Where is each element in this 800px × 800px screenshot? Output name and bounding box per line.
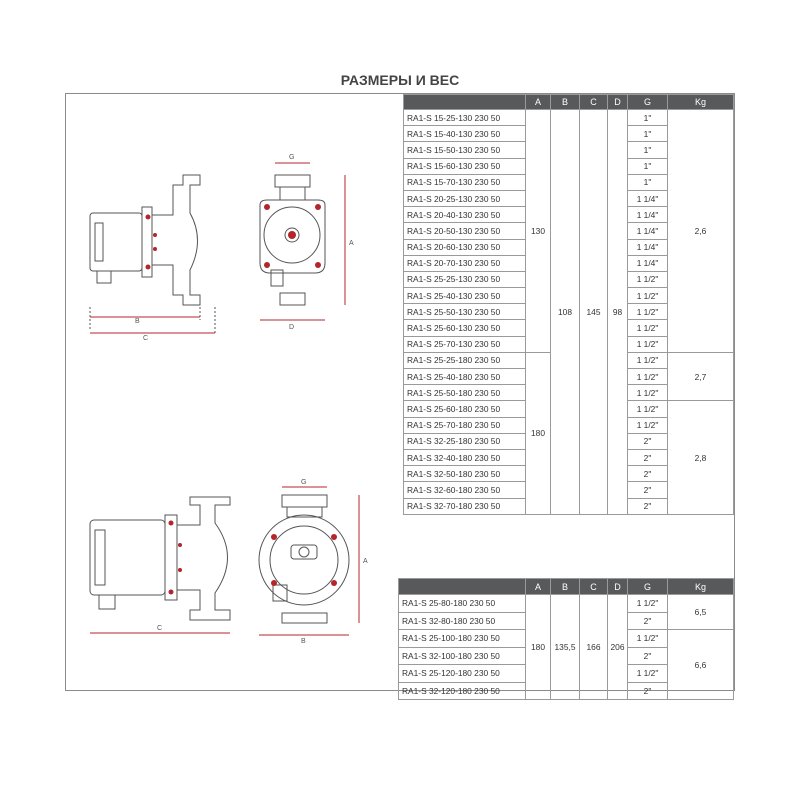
dim-label-a-large: A xyxy=(363,558,368,565)
model-cell: RA1-S 25-40-130 230 50 xyxy=(404,288,526,304)
g-cell: 1 1/2" xyxy=(628,385,668,401)
g-cell: 1 1/2" xyxy=(628,288,668,304)
g-cell: 1" xyxy=(628,110,668,126)
g-cell: 1" xyxy=(628,174,668,190)
g-cell: 1 1/2" xyxy=(628,595,668,613)
model-cell: RA1-S 25-40-180 230 50 xyxy=(404,369,526,385)
model-cell: RA1-S 32-25-180 230 50 xyxy=(404,433,526,449)
g-cell: 1 1/4" xyxy=(628,255,668,271)
g-cell: 2" xyxy=(628,498,668,514)
dim-label-b-large: B xyxy=(301,638,306,645)
model-cell: RA1-S 25-50-180 230 50 xyxy=(404,385,526,401)
dim-label-c-large: C xyxy=(157,625,163,632)
g-cell: 1 1/2" xyxy=(628,630,668,648)
model-cell: RA1-S 25-60-130 230 50 xyxy=(404,320,526,336)
model-cell: RA1-S 15-40-130 230 50 xyxy=(404,126,526,142)
header-c: C xyxy=(580,579,608,595)
g-cell: 1 1/2" xyxy=(628,401,668,417)
header-b: B xyxy=(551,95,580,110)
model-cell: RA1-S 25-100-180 230 50 xyxy=(399,630,526,648)
model-cell: RA1-S 32-70-180 230 50 xyxy=(404,498,526,514)
g-cell: 1 1/2" xyxy=(628,320,668,336)
kg-cell: 2,7 xyxy=(668,352,734,401)
model-cell: RA1-S 25-50-130 230 50 xyxy=(404,304,526,320)
model-cell: RA1-S 25-60-180 230 50 xyxy=(404,401,526,417)
model-cell: RA1-S 25-70-180 230 50 xyxy=(404,417,526,433)
model-cell: RA1-S 32-60-180 230 50 xyxy=(404,482,526,498)
g-cell: 2" xyxy=(628,482,668,498)
pump-front-bolts-large xyxy=(271,534,337,586)
b-cell: 108 xyxy=(551,110,580,515)
table-header-row xyxy=(399,579,734,595)
table-header-row xyxy=(404,95,734,110)
header-a: A xyxy=(526,95,551,110)
header-d: D xyxy=(608,95,628,110)
model-cell: RA1-S 15-25-130 230 50 xyxy=(404,110,526,126)
model-cell: RA1-S 25-80-180 230 50 xyxy=(399,595,526,613)
dim-label-a: A xyxy=(349,240,354,247)
g-cell: 1" xyxy=(628,126,668,142)
g-cell: 2" xyxy=(628,647,668,665)
pump-front-view xyxy=(260,163,345,320)
g-cell: 1 1/2" xyxy=(628,304,668,320)
pump-drawing-130 xyxy=(75,145,365,345)
g-cell: 1 1/4" xyxy=(628,223,668,239)
kg-cell: 6,6 xyxy=(668,630,734,700)
g-cell: 1 1/4" xyxy=(628,207,668,223)
g-cell: 1 1/2" xyxy=(628,271,668,287)
g-cell: 1 1/2" xyxy=(628,665,668,683)
g-cell: 2" xyxy=(628,433,668,449)
dim-label-g-large: G xyxy=(301,479,307,486)
header-g: G xyxy=(628,95,668,110)
model-cell: RA1-S 15-50-130 230 50 xyxy=(404,142,526,158)
page-title: РАЗМЕРЫ И ВЕС xyxy=(340,72,460,88)
g-cell: 2" xyxy=(628,449,668,465)
header-d: D xyxy=(608,579,628,595)
c-cell: 166 xyxy=(580,595,608,700)
table-row xyxy=(399,595,734,613)
g-cell: 2" xyxy=(628,466,668,482)
header-a: A xyxy=(526,579,551,595)
c-cell: 145 xyxy=(580,110,608,515)
g-cell: 1 1/2" xyxy=(628,369,668,385)
model-cell: RA1-S 20-25-130 230 50 xyxy=(404,190,526,206)
model-cell: RA1-S 15-70-130 230 50 xyxy=(404,174,526,190)
spec-table-high-head xyxy=(398,578,734,700)
dim-label-d: D xyxy=(289,324,295,331)
header-kg: Kg xyxy=(668,579,734,595)
pump-front-view-large xyxy=(259,487,359,635)
kg-cell: 6,5 xyxy=(668,595,734,630)
a-cell: 130 xyxy=(526,110,551,353)
model-cell: RA1-S 20-50-130 230 50 xyxy=(404,223,526,239)
g-cell: 1 1/2" xyxy=(628,352,668,368)
g-cell: 1" xyxy=(628,142,668,158)
model-cell: RA1-S 32-50-180 230 50 xyxy=(404,466,526,482)
model-cell: RA1-S 20-70-130 230 50 xyxy=(404,255,526,271)
model-cell: RA1-S 32-120-180 230 50 xyxy=(399,682,526,700)
pump-side-bolts xyxy=(146,215,158,270)
model-cell: RA1-S 15-60-130 230 50 xyxy=(404,158,526,174)
model-cell: RA1-S 25-25-130 230 50 xyxy=(404,271,526,287)
g-cell: 1 1/4" xyxy=(628,239,668,255)
pump-drawing-180 xyxy=(75,475,375,645)
d-cell: 98 xyxy=(608,110,628,515)
g-cell: 1 1/4" xyxy=(628,190,668,206)
header-c: C xyxy=(580,95,608,110)
model-cell: RA1-S 32-40-180 230 50 xyxy=(404,449,526,465)
dim-label-g: G xyxy=(289,154,295,161)
model-cell: RA1-S 20-60-130 230 50 xyxy=(404,239,526,255)
model-cell: RA1-S 25-25-180 230 50 xyxy=(404,352,526,368)
pump-side-view-large xyxy=(90,497,230,633)
header-kg: Kg xyxy=(668,95,734,110)
g-cell: 1 1/2" xyxy=(628,417,668,433)
g-cell: 1 1/2" xyxy=(628,336,668,352)
header-model xyxy=(404,95,526,110)
dim-label-c: C xyxy=(143,335,149,342)
dim-label-b: B xyxy=(135,318,140,325)
kg-cell: 2,8 xyxy=(668,401,734,514)
table-row xyxy=(404,110,734,126)
model-cell: RA1-S 25-120-180 230 50 xyxy=(399,665,526,683)
model-cell: RA1-S 32-100-180 230 50 xyxy=(399,647,526,665)
g-cell: 2" xyxy=(628,682,668,700)
b-cell: 135,5 xyxy=(551,595,580,700)
pump-front-bolts xyxy=(264,204,321,268)
header-b: B xyxy=(551,579,580,595)
d-cell: 206 xyxy=(608,595,628,700)
g-cell: 1" xyxy=(628,158,668,174)
model-cell: RA1-S 32-80-180 230 50 xyxy=(399,612,526,630)
header-g: G xyxy=(628,579,668,595)
model-cell: RA1-S 25-70-130 230 50 xyxy=(404,336,526,352)
spec-table-130-180 xyxy=(403,94,734,515)
g-cell: 2" xyxy=(628,612,668,630)
pump-side-bolts-large xyxy=(169,521,183,595)
a-cell: 180 xyxy=(526,595,551,700)
kg-cell: 2,6 xyxy=(668,110,734,353)
a-cell: 180 xyxy=(526,352,551,514)
model-cell: RA1-S 20-40-130 230 50 xyxy=(404,207,526,223)
pump-side-view xyxy=(90,175,215,335)
header-model xyxy=(399,579,526,595)
